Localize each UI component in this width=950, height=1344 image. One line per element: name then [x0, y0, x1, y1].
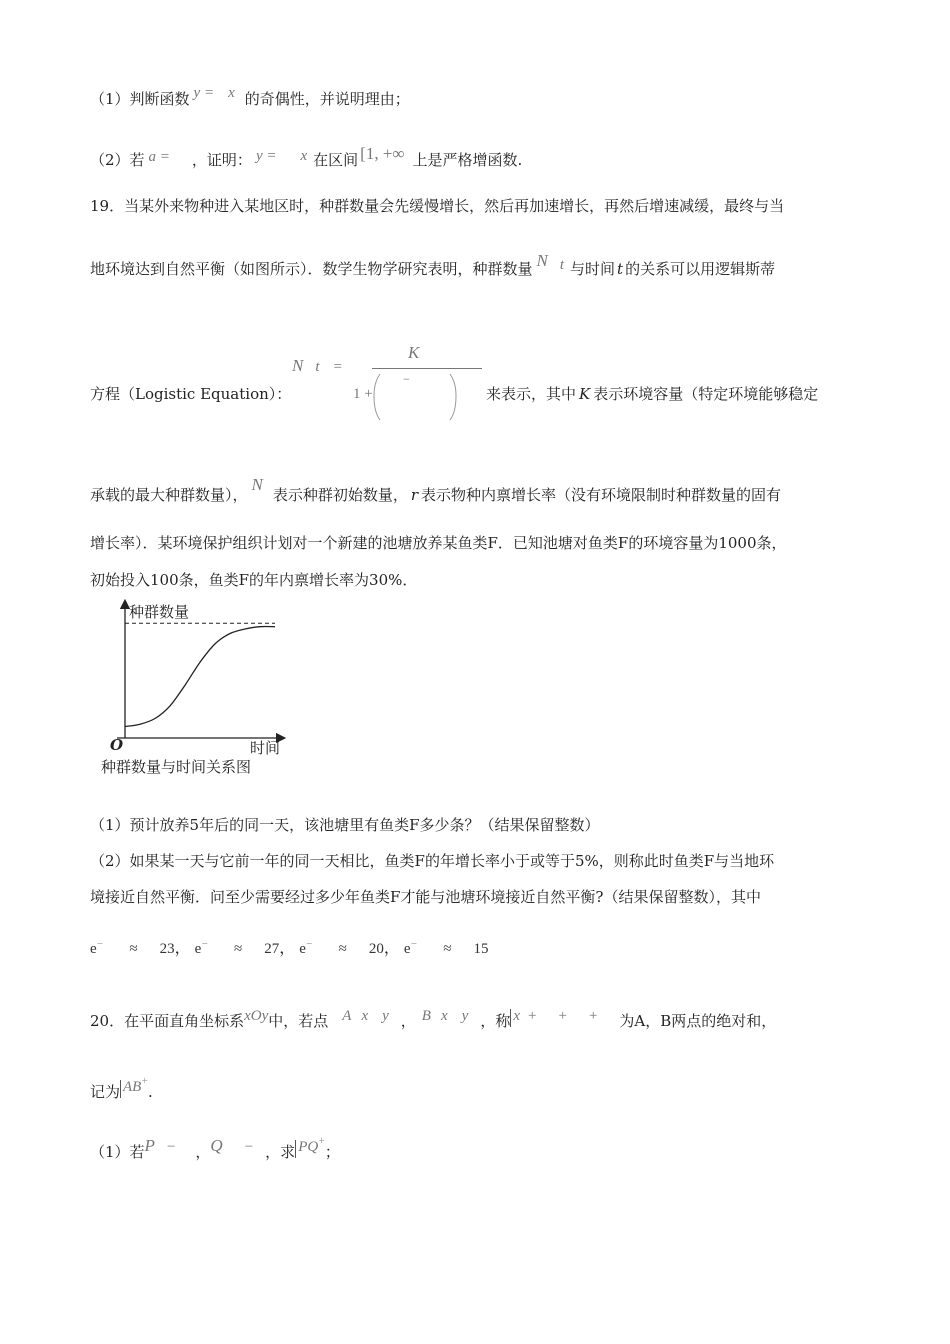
math-point-A: A — [342, 1008, 352, 1024]
math-xOy: xOy — [244, 1008, 269, 1024]
origin-label: O — [110, 736, 124, 754]
q20-line2: 记为 AB+. — [90, 1076, 153, 1101]
math-point-P: P — [144, 1136, 155, 1155]
q20-line1: 20．在平面直角坐标系xOy中，若点 A x y ， B x y ，称 x + + + 为A，B两点的绝对和， — [90, 1008, 777, 1030]
math-point-B: B — [421, 1008, 431, 1024]
q19-line4: 承载的最大种群数量），N表示种群初始数量， r 表示物种内禀增长率（没有环境限制时种群数量的固有 — [90, 475, 782, 504]
approx-values: e− ≈ 23， e− ≈ 27， e− ≈ 20， e− ≈ 15 — [90, 938, 489, 957]
math-t: t — [559, 257, 565, 273]
formula-paren-group — [370, 370, 460, 424]
math-a-eq: a = — [148, 149, 170, 165]
math-N0: N — [251, 475, 263, 494]
q19-part2-line1: （2）如果某一天与它前一年的同一天相比，鱼类F的年增长率小于或等于5%，则称此时鱼类F与当地环 — [90, 852, 775, 870]
formula-denominator-one: 1 + — [353, 386, 373, 402]
math-y-eq: y = — [193, 85, 215, 101]
population-curve — [125, 627, 275, 727]
q19-line6: 初始投入100条，鱼类F的年内禀增长率为30%． — [90, 571, 418, 589]
q19-line1: 19．当某外来物种进入某地区时，种群数量会先缓慢增长，然后再加速增长，再然后增速减缓，最终与当 — [90, 197, 785, 215]
math-N: N — [536, 251, 548, 270]
q19-line3-rest: 来表示，其中 K 表示环境容量（特定环境能够稳定 — [486, 385, 819, 403]
q19-line5: 增长率）．某环境保护组织计划对一个新建的池塘放养某鱼类F．已知池塘对鱼类F的环境容量为1000条， — [90, 534, 787, 552]
math-point-Q: Q — [210, 1136, 223, 1155]
math-y-eq: y = — [255, 148, 277, 164]
x-axis-label: 时间 — [250, 739, 281, 757]
q19-line3-label: 方程（Logistic Equation）： — [90, 385, 292, 403]
chart-title: 种群数量与时间关系图 — [101, 758, 252, 776]
math-interval: [1, +∞ — [360, 144, 405, 163]
left-paren — [374, 374, 380, 420]
q19-line2: 地环境达到自然平衡（如图所示）．数学生物学研究表明，种群数量 N t 与时间 t 的关系可以用逻辑斯蒂 — [90, 251, 776, 278]
formula-numerator-K: K — [408, 343, 420, 362]
math-x: x — [300, 148, 308, 164]
fraction-bar — [372, 368, 482, 369]
population-chart — [95, 598, 315, 788]
q18-part1: （1）判断函数 y = x 的奇偶性，并说明理由； — [90, 85, 410, 108]
formula-minus: − — [403, 372, 410, 386]
q20-part1: （1）若P − ，Q − ，求 PQ+； — [90, 1136, 340, 1161]
math-x: x — [228, 85, 235, 101]
right-paren — [450, 374, 456, 420]
q18-part2: （2）若 a = ，证明： y = x 在区间 [1, +∞ 上是严格增函数. — [90, 144, 523, 169]
formula-lhs: N t = — [292, 356, 342, 375]
y-axis-label: 种群数量 — [129, 603, 190, 621]
q19-part2-line2: 境接近自然平衡．问至少需要经过多少年鱼类F才能与池塘环境接近自然平衡?（结果保留整数），其中 — [90, 888, 761, 906]
math-AB: AB — [123, 1079, 142, 1095]
math-PQ: PQ — [298, 1139, 319, 1155]
q19-part1: （1）预计放养5年后的同一天，该池塘里有鱼类F多少条？（结果保留整数） — [90, 816, 600, 834]
